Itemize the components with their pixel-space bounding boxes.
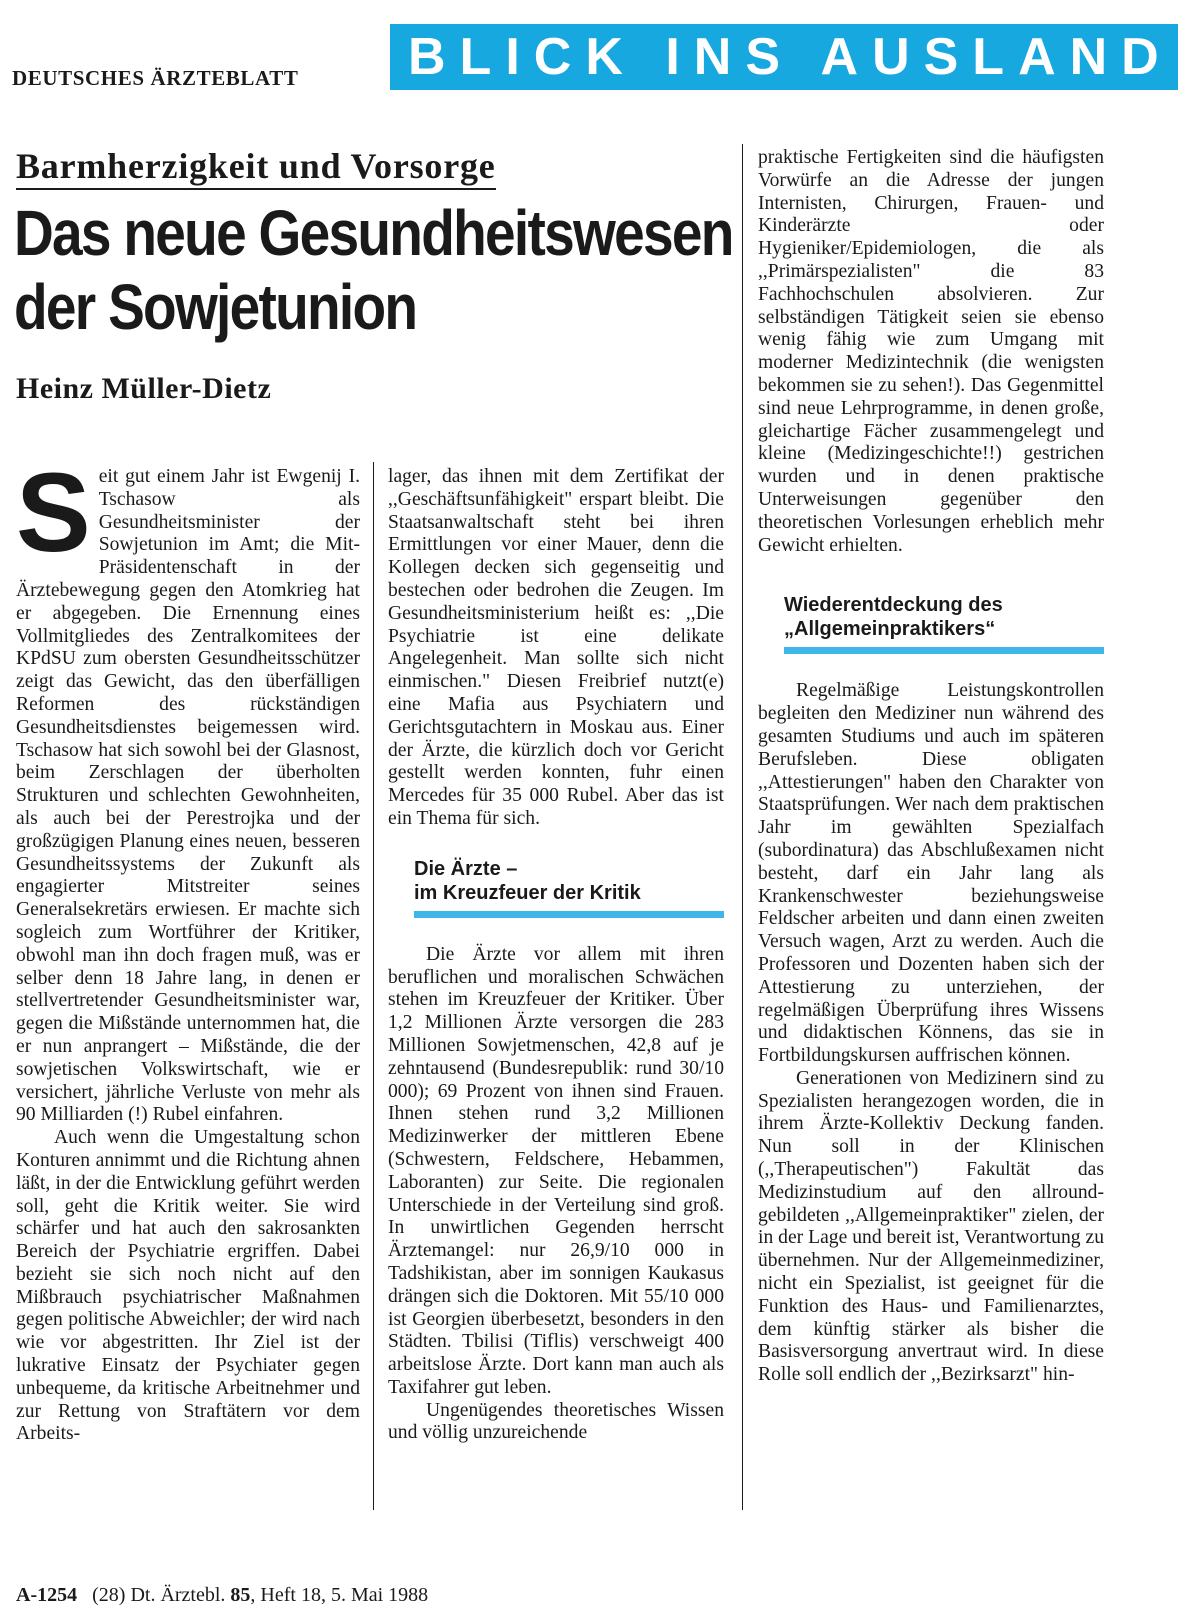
page-number: (28) xyxy=(92,1584,126,1606)
title-line-2: der Sowjetunion xyxy=(14,271,417,343)
subheading-block xyxy=(784,593,1104,654)
journal-abbreviation: Dt. Ärztebl. xyxy=(130,1584,226,1606)
subheading-rule xyxy=(414,911,724,918)
text-column-3 xyxy=(758,147,1104,1387)
page-footer xyxy=(16,1584,428,1607)
paragraph: Seit gut einem Jahr ist Ewgenij I. Tschasow als Gesundheitsminister der Sowjetunion im Amt; die Mit-Präsidentenschaft in der Ärztebewegung gegen den Atomkrieg hat er abgegeben. Die Ernennung eines Vollmitgliedes des Zentralkomitees der KPdSU zum obersten Gesundheitsschützer zeigt das Gewicht, das den überfälligen Reformen des rückständigen Gesundheitsdienstes beigemessen wird. Tschasow hat sich sowohl bei der Glasnost, beim Zerschlagen der überholten Strukturen und schlechten Gewohnheiten, als auch bei der Perestrojka und der großzügigen Planung eines neuen, besseren Gesundheitssystems der Zukunft als engagierter Mitstreiter seines Generalsekretärs erwiesen. Er machte sich sogleich zum Wortführer der Kritiker, obwohl man ihn doch fragen muß, was er selber denn 18 Jahre lang, in denen er stellvertretender Gesundheitsminister war, gegen die Mißstände unternommen hat, die er nun anprangert – Mißstände, die der sowjetischen Volkswirtschaft, wie er versichert, jährliche Verluste von mehr als 90 Milliarden (!) Rubel einfahren. xyxy=(16,450,360,1126)
paragraph: Auch wenn die Umgestaltung schon Konturen annimmt und die Richtung ahnen läßt, in der die Entwicklung geführt werden soll, geht die Kritik weiter. Sie wird schärfer und hat auch den sakrosankten Bereich der Psychiatrie ergriffen. Dabei bezieht sie sich noch nicht auf den Mißbrauch psychiatrischer Maßnahmen gegen politische Abweichler; der wird nach wie vor abgestritten. Ihr Ziel ist der lukrative Einsatz der Psychiater gegen unbequeme, da kritische Arbeitnehmer und zur Rettung von Straftätern vor dem Arbeits- xyxy=(16,1127,360,1445)
section-banner: BLICK INS AUSLAND xyxy=(390,24,1178,90)
subheading-line-1: Wiederentdeckung des xyxy=(784,594,1003,617)
subheading-line-2: „Allgemeinpraktikers“ xyxy=(784,618,996,641)
issue-date: , Heft 18, 5. Mai 1988 xyxy=(250,1584,429,1606)
subheading-rule xyxy=(784,647,1104,654)
paragraph: Regelmäßige Leistungskontrollen begleiten den Mediziner nun während des gesamten Studiums und auch im späteren Berufsleben. Diese obligaten ,,Attestierungen" haben den Charakter von Staatsprüfungen. Wer nach dem praktischen Jahr im gewählten Spezialfach (subordinatura) das Abschlußexamen nicht besteht, darf ein Jahr lang als Krankenschwester beziehungsweise Feldscher arbeiten und dann einen zweiten Versuch wagen, Arzt zu werden. Auch die Professoren und Dozenten haben sich der Attestierung zu unterziehen, der regelmäßigen Überprüfung ihres Wissens und didaktischen Könnens, das sie in Fortbildungskursen auffrischen können. xyxy=(758,680,1104,1067)
text-column-1 xyxy=(16,450,360,1446)
paragraph: Generationen von Medizinern sind zu Spezialisten herangezogen worden, die in ihrem Ärzte-Kollektiv Deckung fanden. Nun soll in der Klinischen (,,Therapeutischen") Fakultät das Medizinstudium auf den allround-gebildeten ,,Allgemeinpraktiker" zielen, der in der Lage und bereit ist, Verantwortung zu übernehmen. Nur der Allgemeinmediziner, nicht ein Spezialist, ist geeignet für die Funktion des Haus- und Familienarztes, dem künftig stärker als bisher die Basisversorgung anvertraut wird. In diese Rolle soll endlich der ,,Bezirksarzt" hin- xyxy=(758,1067,1104,1386)
paragraph: Die Ärzte vor allem mit ihren beruflichen und moralischen Schwächen stehen im Kreuzfeuer der Kritiker. Über 1,2 Millionen Ärzte versorgen die 283 Millionen Sowjetmenschen, 42,8 auf je zehntausend (Bundesrepublik: rund 30/10 000); 69 Prozent von ihnen sind Frauen. Ihnen stehen rund 3,2 Millionen Medizinwerker der mittleren Ebene (Schwestern, Feldschere, Hebammen, Laboranten) zur Seite. Die regionalen Unterschiede in der Verteilung sind groß. In unwirtlichen Gegenden herrscht Ärztemangel: nur 26,9/10 000 in Tadshikistan, aber im sonnigen Kaukasus drängen sich die Doktoren. Mit 55/10 000 ist Georgien überbesetzt, besonders in den Städten. Tbilisi (Tiflis) verschweigt 400 arbeitslose Ärzte. Dort kann man auch als Taxifahrer gut leben. xyxy=(388,943,724,1398)
page-code: A-1254 xyxy=(16,1584,78,1606)
text-column-2 xyxy=(388,466,724,1445)
volume-number: 85 xyxy=(230,1584,251,1606)
subheading-line-1: Die Ärzte – xyxy=(414,857,518,880)
subheading-line-2: im Kreuzfeuer der Kritik xyxy=(414,881,641,904)
article-author: Heinz Müller-Dietz xyxy=(16,372,272,405)
article-title xyxy=(14,196,745,344)
title-line-1: Das neue Gesundheitswesen xyxy=(14,197,733,269)
column-divider xyxy=(373,462,374,1510)
subheading-block xyxy=(414,857,724,918)
drop-cap: S xyxy=(16,450,91,575)
paragraph: praktische Fertigkeiten sind die häufigsten Vorwürfe an die Adresse der jungen Internisten, Chirurgen, Frauen- und Kinderärzte oder Hygieniker/Epidemiologen, die als ,,Primärspezialisten" die 83 Fachhochschulen absolvieren. Zur selbständigen Tätigkeit seien sie ebenso wenig fähig wie zum Umgang mit moderner Medizintechnik (die wenigsten bekommen sie zu sehen!). Das Gegenmittel sind neue Lehrprogramme, in denen große, gleichartige Fächer zusammengelegt und kleine (Medizingeschichte!!) gestrichen wurden und in denen praktische Unterweisungen gegenüber den theoretischen Vorlesungen erheblich mehr Gewicht erhielten. xyxy=(758,147,1104,556)
column-divider xyxy=(742,144,743,1510)
paragraph: lager, das ihnen mit dem Zertifikat der ,,Geschäftsunfähigkeit" erspart bleibt. Die Staatsanwaltschaft steht bei ihren Ermittlungen vor einer Mauer, denn die Kollegen decken sich gegenseitig und bestechen oder bedrohen die Zeugen. Im Gesundheitsministerium heißt es: ,,Die Psychiatrie ist eine delikate Angelegenheit. Man sollte sich nicht einmischen." Diesen Freibrief nutzt(e) eine Mafia aus Psychiatern und Gerichtsgutachtern in Moskau aus. Einer der Ärzte, die kürzlich doch vor Gericht gestellt werden konnten, fuhr einen Mercedes für 35 000 Rubel. Aber das ist ein Thema für sich. xyxy=(388,466,724,829)
article-kicker: Barmherzigkeit und Vorsorge xyxy=(16,146,496,190)
paragraph: Ungenügendes theoretisches Wissen und völlig unzureichende xyxy=(388,1399,724,1444)
journal-name: DEUTSCHES ÄRZTEBLATT xyxy=(12,66,299,90)
